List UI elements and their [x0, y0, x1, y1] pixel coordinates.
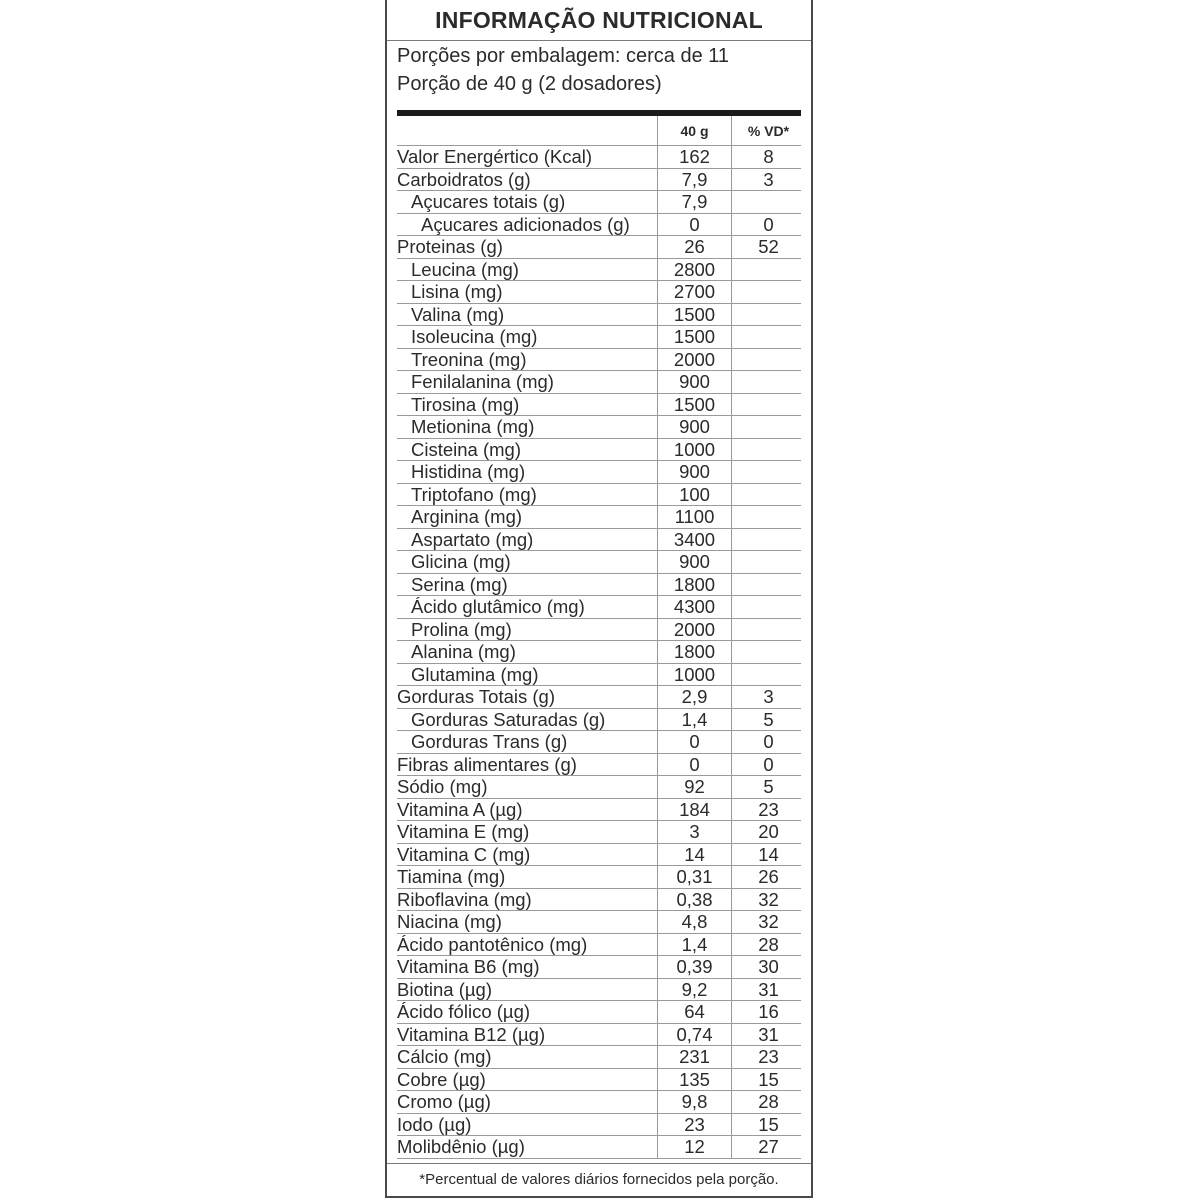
- nutrient-amount: 64: [657, 1001, 731, 1023]
- nutrient-daily-value: 28: [731, 934, 805, 956]
- nutrient-name: Cobre (µg): [397, 1068, 486, 1090]
- table-row: [397, 281, 801, 304]
- nutrient-daily-value: 32: [731, 889, 805, 911]
- nutrition-facts-label: [385, 0, 813, 1198]
- table-row: [397, 956, 801, 979]
- nutrient-daily-value: [731, 484, 805, 506]
- nutrient-amount: 3400: [657, 529, 731, 551]
- table-row: [397, 169, 801, 192]
- nutrient-amount: 9,8: [657, 1091, 731, 1113]
- nutrient-amount: 26: [657, 236, 731, 258]
- nutrient-daily-value: [731, 619, 805, 641]
- nutrient-daily-value: 0: [731, 754, 805, 776]
- nutrient-name: Cisteina (mg): [411, 438, 521, 460]
- nutrient-name: Cálcio (mg): [397, 1046, 492, 1067]
- table-row: [397, 304, 801, 327]
- nutrient-daily-value: 52: [731, 236, 805, 258]
- nutrient-daily-value: [731, 259, 805, 281]
- nutrient-name: Tirosina (mg): [411, 393, 520, 415]
- nutrient-name: Tiamina (mg): [397, 866, 506, 887]
- nutrient-daily-value: [731, 574, 805, 596]
- nutrient-name: Ácido glutâmico (mg): [411, 596, 585, 617]
- table-row: [397, 236, 801, 259]
- nutrient-name: Glutamina (mg): [411, 663, 539, 685]
- table-row: [397, 889, 801, 912]
- nutrient-daily-value: 0: [731, 214, 805, 236]
- nutrient-daily-value: 26: [731, 866, 805, 888]
- nutrient-daily-value: 23: [731, 799, 805, 821]
- nutrient-daily-value: 16: [731, 1001, 805, 1023]
- nutrient-daily-value: [731, 304, 805, 326]
- table-row: [397, 866, 801, 889]
- nutrient-daily-value: [731, 439, 805, 461]
- nutrient-name: Aspartato (mg): [411, 528, 534, 550]
- table-row: [397, 1091, 801, 1114]
- table-row: [397, 979, 801, 1002]
- nutrient-name: Biotina (µg): [397, 978, 492, 1000]
- nutrient-amount: 7,9: [657, 169, 731, 191]
- nutrient-name: Ácido fólico (µg): [397, 1001, 531, 1022]
- table-row: [397, 821, 801, 844]
- nutrient-rows: [397, 146, 801, 1159]
- nutrient-name: Vitamina E (mg): [397, 821, 530, 842]
- portions-per-package: Porções por embalagem: cerca de 11: [397, 45, 730, 67]
- nutrient-daily-value: [731, 506, 805, 528]
- table-row: [397, 484, 801, 507]
- nutrient-daily-value: 14: [731, 844, 805, 866]
- table-row: [397, 641, 801, 664]
- nutrient-amount: 1000: [657, 664, 731, 686]
- nutrient-name: Gorduras Trans (g): [411, 731, 568, 752]
- nutrient-amount: 2700: [657, 281, 731, 303]
- nutrient-amount: 1800: [657, 641, 731, 663]
- nutrient-name: Niacina (mg): [397, 911, 502, 932]
- nutrient-name: Arginina (mg): [411, 506, 523, 527]
- nutrient-amount: 12: [657, 1136, 731, 1158]
- nutrient-amount: 0,31: [657, 866, 731, 888]
- nutrient-daily-value: 30: [731, 956, 805, 978]
- table-row: [397, 349, 801, 372]
- nutrient-daily-value: [731, 326, 805, 348]
- nutrient-name: Açucares totais (g): [411, 191, 566, 212]
- table-row: [397, 1024, 801, 1047]
- label-title: INFORMAÇÃO NUTRICIONAL: [387, 0, 811, 41]
- nutrient-amount: 4300: [657, 596, 731, 618]
- table-row: [397, 439, 801, 462]
- nutrient-daily-value: 28: [731, 1091, 805, 1113]
- table-row: [397, 1001, 801, 1024]
- nutrient-name: Leucina (mg): [411, 258, 519, 280]
- table-row: [397, 664, 801, 687]
- nutrient-amount: 2000: [657, 349, 731, 371]
- table-row: [397, 686, 801, 709]
- nutrient-amount: 0,39: [657, 956, 731, 978]
- nutrient-daily-value: [731, 191, 805, 213]
- nutrient-amount: 1500: [657, 394, 731, 416]
- table-row: [397, 619, 801, 642]
- nutrient-name: Fibras alimentares (g): [397, 753, 577, 775]
- table-row: [397, 529, 801, 552]
- nutrient-daily-value: 15: [731, 1114, 805, 1136]
- nutrient-name: Serina (mg): [411, 573, 508, 595]
- nutrient-amount: 162: [657, 146, 731, 168]
- nutrient-daily-value: [731, 596, 805, 618]
- nutrient-amount: 1000: [657, 439, 731, 461]
- nutrient-daily-value: 15: [731, 1069, 805, 1091]
- table-row: [397, 754, 801, 777]
- nutrient-daily-value: [731, 529, 805, 551]
- nutrient-amount: 1,4: [657, 934, 731, 956]
- nutrient-amount: 231: [657, 1046, 731, 1068]
- nutrient-amount: 2,9: [657, 686, 731, 708]
- nutrient-name: Açucares adicionados (g): [421, 213, 630, 235]
- table-row: [397, 371, 801, 394]
- nutrient-amount: 7,9: [657, 191, 731, 213]
- nutrient-name: Isoleucina (mg): [411, 326, 538, 347]
- nutrient-name: Gorduras Saturadas (g): [411, 708, 606, 730]
- nutrient-name: Gorduras Totais (g): [397, 686, 555, 707]
- nutrient-amount: 1,4: [657, 709, 731, 731]
- nutrient-name: Treonina (mg): [411, 348, 527, 370]
- nutrient-name: Sódio (mg): [397, 776, 488, 797]
- nutrient-amount: 900: [657, 551, 731, 573]
- nutrient-name: Vitamina B12 (µg): [397, 1023, 546, 1045]
- nutrient-name: Riboflavina (mg): [397, 888, 532, 910]
- nutrient-name: Vitamina B6 (mg): [397, 956, 540, 977]
- table-row: [397, 731, 801, 754]
- nutrient-name: Fenilalanina (mg): [411, 371, 554, 392]
- nutrient-daily-value: 5: [731, 709, 805, 731]
- table-row: [397, 799, 801, 822]
- nutrient-daily-value: 32: [731, 911, 805, 933]
- nutrient-daily-value: [731, 641, 805, 663]
- portion-size: Porção de 40 g (2 dosadores): [397, 73, 662, 95]
- table-row: [397, 461, 801, 484]
- nutrient-amount: 900: [657, 416, 731, 438]
- nutrient-name: Alanina (mg): [411, 641, 516, 662]
- table-row: [397, 191, 801, 214]
- nutrient-daily-value: 5: [731, 776, 805, 798]
- nutrient-daily-value: 27: [731, 1136, 805, 1158]
- footnote: *Percentual de valores diários fornecidos pela porção.: [387, 1163, 811, 1196]
- table-row: [397, 1046, 801, 1069]
- nutrient-amount: 1100: [657, 506, 731, 528]
- nutrient-amount: 0: [657, 214, 731, 236]
- nutrient-name: Metionina (mg): [411, 416, 535, 437]
- nutrient-name: Valor Energértico (Kcal): [397, 146, 593, 167]
- nutrient-daily-value: [731, 394, 805, 416]
- nutrient-name: Carboidratos (g): [397, 168, 531, 190]
- nutrient-daily-value: 8: [731, 146, 805, 168]
- table-row: [397, 574, 801, 597]
- table-row: [397, 844, 801, 867]
- nutrient-amount: 2000: [657, 619, 731, 641]
- nutrient-daily-value: 23: [731, 1046, 805, 1068]
- nutrient-amount: 0: [657, 754, 731, 776]
- nutrient-daily-value: [731, 551, 805, 573]
- table-row: [397, 596, 801, 619]
- nutrient-amount: 9,2: [657, 979, 731, 1001]
- nutrient-amount: 100: [657, 484, 731, 506]
- nutrient-name: Vitamina C (mg): [397, 843, 531, 865]
- nutrient-amount: 92: [657, 776, 731, 798]
- table-row: [397, 776, 801, 799]
- nutrient-amount: 2800: [657, 259, 731, 281]
- table-row: [397, 394, 801, 417]
- nutrient-amount: 0,74: [657, 1024, 731, 1046]
- nutrient-amount: 1500: [657, 326, 731, 348]
- table-row: [397, 259, 801, 282]
- nutrient-daily-value: 20: [731, 821, 805, 843]
- nutrient-daily-value: 3: [731, 686, 805, 708]
- nutrient-daily-value: [731, 664, 805, 686]
- table-row: [397, 551, 801, 574]
- nutrient-name: Glicina (mg): [411, 551, 511, 572]
- nutrient-amount: 0,38: [657, 889, 731, 911]
- table-row: [397, 1136, 801, 1159]
- nutrient-amount: 23: [657, 1114, 731, 1136]
- nutrient-daily-value: [731, 281, 805, 303]
- nutrient-name: Triptofano (mg): [411, 483, 537, 505]
- table-row: [397, 1069, 801, 1092]
- nutrient-amount: 14: [657, 844, 731, 866]
- header-daily-value: % VD*: [731, 116, 805, 145]
- table-row: [397, 326, 801, 349]
- nutrition-table: [397, 116, 801, 1159]
- nutrient-name: Cromo (µg): [397, 1091, 491, 1112]
- nutrient-amount: 135: [657, 1069, 731, 1091]
- nutrient-amount: 900: [657, 371, 731, 393]
- table-header-row: [397, 116, 801, 146]
- nutrient-daily-value: 31: [731, 1024, 805, 1046]
- table-row: [397, 214, 801, 237]
- nutrient-amount: 1500: [657, 304, 731, 326]
- table-row: [397, 146, 801, 169]
- nutrient-amount: 1800: [657, 574, 731, 596]
- table-row: [397, 1114, 801, 1137]
- nutrient-amount: 0: [657, 731, 731, 753]
- nutrient-daily-value: [731, 349, 805, 371]
- nutrient-daily-value: 0: [731, 731, 805, 753]
- nutrient-name: Valina (mg): [411, 303, 505, 325]
- nutrient-name: Histidina (mg): [411, 461, 526, 482]
- table-row: [397, 506, 801, 529]
- table-row: [397, 416, 801, 439]
- nutrient-daily-value: [731, 416, 805, 438]
- header-amount: 40 g: [657, 116, 731, 145]
- nutrient-amount: 184: [657, 799, 731, 821]
- nutrient-daily-value: [731, 371, 805, 393]
- nutrient-amount: 4,8: [657, 911, 731, 933]
- nutrient-name: Ácido pantotênico (mg): [397, 933, 588, 955]
- nutrient-amount: 900: [657, 461, 731, 483]
- nutrient-name: Proteinas (g): [397, 236, 503, 257]
- nutrient-name: Iodo (µg): [397, 1113, 472, 1135]
- nutrient-name: Lisina (mg): [411, 281, 503, 302]
- nutrient-name: Vitamina A (µg): [397, 798, 523, 820]
- table-row: [397, 709, 801, 732]
- table-row: [397, 934, 801, 957]
- nutrient-daily-value: [731, 461, 805, 483]
- table-row: [397, 911, 801, 934]
- nutrient-daily-value: 31: [731, 979, 805, 1001]
- nutrient-name: Prolina (mg): [411, 618, 512, 640]
- header-nutrient-cell: [397, 116, 657, 145]
- nutrient-amount: 3: [657, 821, 731, 843]
- nutrient-daily-value: 3: [731, 169, 805, 191]
- nutrient-name: Molibdênio (µg): [397, 1136, 525, 1157]
